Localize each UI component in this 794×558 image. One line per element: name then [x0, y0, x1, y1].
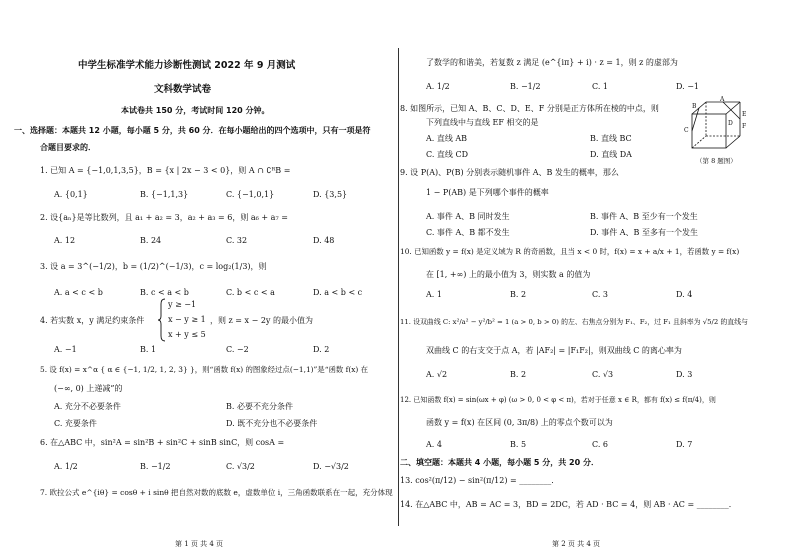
q2-option-b: B. 24 [140, 236, 162, 245]
q4-option-d: D. 2 [313, 345, 330, 354]
q10-option-d: D. 4 [676, 290, 693, 299]
q7-option-c: C. 1 [592, 82, 609, 91]
q9-stem: 9. 设 P(A)、P(B) 分别表示随机事件 A、B 发生的概率，那么 [400, 168, 619, 177]
q2-option-d: D. 48 [313, 236, 335, 245]
q12-option-d: D. 7 [676, 440, 693, 449]
q5-stem: 5. 设 f(x) = x^α { α ∈ {−1, 1/2, 1, 2, 3} }，则“函数 f(x) 的图象经过点(−1,1)”是“函数 f(x) 在 [40, 365, 369, 374]
section2-title: 二、填空题：本题共 4 小题，每小题 5 分，共 20 分． [400, 458, 599, 467]
q5-option-d: D. 既不充分也不必要条件 [226, 419, 318, 428]
q2-stem: 2. 设{aₙ}是等比数列，且 a₁ + a₂ = 3，a₂ + a₃ = 6，则 a₆ + a₇ = [40, 213, 288, 222]
q10-stem-cont: 在 [1, +∞) 上的最小值为 3，则实数 a 的值为 [426, 270, 591, 279]
q2-option-a: A. 12 [54, 236, 76, 245]
q4-stem-tail: ，则 z = x − 2y 的最小值为 [210, 316, 313, 325]
q1-option-a: A. {0,1} [54, 190, 88, 199]
q4-constraint-1: y ≥ −1 [168, 300, 197, 309]
q8-label-f: F [742, 123, 747, 130]
q4-stem: 4. 若实数 x，y 满足约束条件 [40, 316, 145, 325]
q14-stem: 14. 在△ABC 中，AB = AC = 3，BD = 2DC，若 AD · BC = 4，则 AB · AC = ________． [400, 500, 737, 509]
q12-stem: 12. 已知函数 f(x) = sin(ωx + φ) (ω > 0, 0 < φ < π)，若对于任意 x ∈ R，都有 f(x) ≤ f(π/4)，则 [400, 396, 716, 404]
q7-option-a: A. 1/2 [426, 82, 450, 91]
page-footer-left: 第 1 页 共 4 页 [175, 540, 224, 548]
q4-brace [158, 298, 166, 342]
q8-option-c: C. 直线 CD [426, 150, 468, 159]
q6-option-b: B. −1/2 [140, 462, 171, 471]
q3-option-d: D. a < b < c [313, 288, 363, 297]
q4-constraint-2: x − y ≥ 1 [168, 315, 206, 324]
q9-option-c: C. 事件 A、B 都不发生 [426, 228, 510, 237]
q11-option-a: A. √2 [426, 370, 448, 379]
q9-option-b: B. 事件 A、B 至少有一个发生 [590, 212, 698, 221]
q7-option-d: D. −1 [676, 82, 700, 91]
q4-option-c: C. −2 [226, 345, 249, 354]
q9-option-d: D. 事件 A、B 至多有一个发生 [590, 228, 698, 237]
q8-figure-caption: （第 8 题图） [696, 157, 737, 165]
q8-label-e: E [742, 111, 747, 118]
q5-option-b: B. 必要不充分条件 [226, 402, 293, 411]
q8-label-a: A [720, 96, 725, 103]
q6-stem: 6. 在△ABC 中，sin²A = sin²B + sin²C + sinB sinC，则 cosA = [40, 438, 285, 447]
q8-option-a: A. 直线 AB [426, 134, 468, 143]
page-footer-right: 第 2 页 共 4 页 [552, 540, 601, 548]
q12-option-a: A. 4 [426, 440, 442, 449]
q6-option-c: C. √3/2 [226, 462, 255, 471]
q8-stem: 8. 如图所示，已知 A、B、C、D、E、F 分别是正方体所在棱的中点，则 [400, 104, 659, 113]
q13-stem: 13. cos²(π/12) − sin²(π/12) = ________． [400, 476, 560, 485]
q10-option-b: B. 2 [510, 290, 527, 299]
q11-option-b: B. 2 [510, 370, 527, 379]
q11-option-d: D. 3 [676, 370, 693, 379]
q1-option-b: B. {−1,1,3} [140, 190, 189, 199]
q3-option-c: C. b < c < a [226, 288, 275, 297]
right-page [400, 0, 794, 558]
section1-title: 一、选择题：本题共 12 小题，每小题 5 分，共 60 分．在每小题给出的四个选项中，只有一项是符 [14, 126, 371, 135]
q3-option-b: B. c < a < b [140, 288, 189, 297]
q7-stem-cont: 了数学的和谐美，若复数 z 满足 (e^{iπ} + i) · z = 1，则 z 的虚部为 [426, 58, 678, 67]
q1-option-c: C. {−1,0,1} [226, 190, 275, 199]
q1-stem: 1. 已知 A = {−1,0,1,3,5}，B = {x | 2x − 3 < 0}，则 A ∩ ∁ᴿB = [40, 166, 291, 175]
q11-stem-cont: 双曲线 C 的右支交于点 A，若 |AF₂| = |F₁F₂|，则双曲线 C 的离心率为 [426, 346, 682, 355]
q6-option-a: A. 1/2 [54, 462, 78, 471]
q2-option-c: C. 32 [226, 236, 248, 245]
q9-option-a: A. 事件 A、B 同时发生 [426, 212, 510, 221]
q7-stem: 7. 欧拉公式 e^{iθ} = cosθ + i sinθ 把自然对数的底数 e，虚数单位 i，三角函数联系在一起，充分体现 [40, 488, 393, 497]
q10-stem: 10. 已知函数 y = f(x) 是定义域为 R 的奇函数，且当 x < 0 时，f(x) = x + a/x + 1，若函数 y = f(x) [400, 247, 740, 256]
q12-option-b: B. 5 [510, 440, 527, 449]
q8-label-d: D [728, 120, 733, 127]
q4-option-a: A. −1 [54, 345, 77, 354]
section1-title-cont: 合题目要求的． [40, 143, 96, 152]
q4-option-b: B. 1 [140, 345, 157, 354]
q5-stem-cont: (−∞, 0) 上递减”的 [54, 384, 123, 393]
q8-option-b: B. 直线 BC [590, 134, 632, 143]
exam-subject: 文科数学试卷 [154, 84, 212, 95]
q5-option-a: A. 充分不必要条件 [54, 402, 121, 411]
q1-option-d: D. {3,5} [313, 190, 348, 199]
q4-constraint-3: x + y ≤ 5 [168, 330, 206, 339]
exam-info: 本试卷共 150 分，考试时间 120 分钟。 [121, 106, 270, 115]
q12-option-c: C. 6 [592, 440, 609, 449]
q3-option-a: A. a < c < b [54, 288, 103, 297]
q12-stem-cont: 函数 y = f(x) 在区间 (0, 3π/8) 上的零点个数可以为 [426, 418, 613, 427]
q8-label-c: C [684, 127, 689, 134]
q10-option-c: C. 3 [592, 290, 609, 299]
q8-option-d: D. 直线 DA [590, 150, 632, 159]
q11-option-c: C. √3 [592, 370, 614, 379]
q3-stem: 3. 设 a = 3^(−1/2)，b = (1/2)^(−1/3)，c = log₂(1/3)，则 [40, 262, 267, 271]
q11-stem: 11. 设双曲线 C: x²/a² − y²/b² = 1 (a > 0, b > 0) 的左、右焦点分别为 F₁、F₂，过 F₁ 且斜率为 √5/2 的直线与 [400, 318, 748, 326]
q10-option-a: A. 1 [426, 290, 442, 299]
exam-title: 中学生标准学术能力诊断性测试 2022 年 9 月测试 [78, 60, 296, 71]
q7-option-b: B. −1/2 [510, 82, 541, 91]
q8-cube-figure [682, 96, 750, 158]
q5-option-c: C. 充要条件 [54, 419, 97, 428]
q8-stem-cont: 下列直线中与直线 EF 相交的是 [426, 118, 539, 127]
q9-stem-cont: 1 − P(AB) 是下列哪个事件的概率 [426, 188, 549, 197]
q8-label-b: B [692, 103, 697, 110]
page-divider [398, 48, 399, 526]
q6-option-d: D. −√3/2 [313, 462, 349, 471]
